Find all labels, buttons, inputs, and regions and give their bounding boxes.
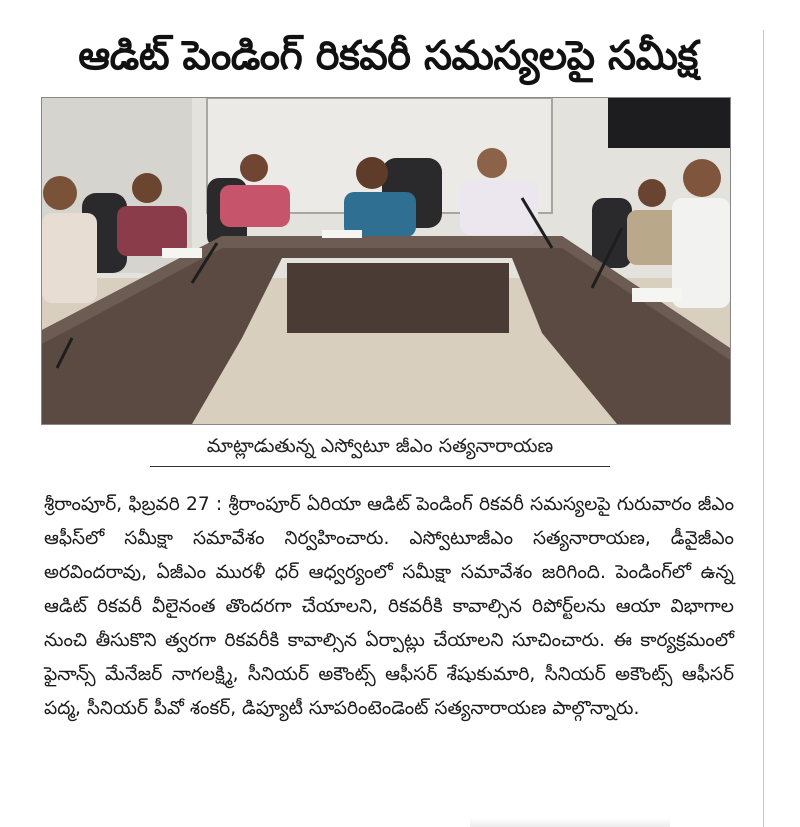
cut-off-text-fragment (470, 818, 670, 827)
photo-caption: మాట్లాడుతున్న ఎస్వోటూ జీఎం సత్యనారాయణ (206, 435, 554, 457)
caption-divider (150, 466, 610, 467)
article-body (44, 488, 734, 726)
meeting-photo (41, 97, 731, 425)
article-paragraph: శ్రీరాంపూర్, ఫిబ్రవరి 27 : శ్రీరాంపూర్ ఏరియా ఆడిట్ పెండింగ్ రికవరీ సమస్యలపై గురువారం జీఎం ఆఫీస్‌లో సమీక్షా సమావేశం నిర్వహించారు. ఎస్వోటూజీఎం సత్యనారాయణ, డీవైజీఎం అరవిందరావు, ఏజీఎం మురళీ ధర్ ఆధ్వర్యంలో సమీక్షా సమావేశం జరిగింది. పెండింగ్‌లో ఉన్న ఆడిట్ రికవరీ వీలైనంత తొందరగా చేయాలని, రికవరీకి కావాల్సిన రిపోర్ట్‌లను ఆయా విభాగాల నుంచి తీసుకొని త్వరగా రికవరీకి కావాల్సిన ఏర్పాట్లు చేయాలని సూచించారు. ఈ కార్యక్రమంలో ఫైనాన్స్ మేనేజర్ నాగలక్ష్మి, సీనియర్ అకౌంట్స్ ఆఫీసర్ శేషుకుమారి, సీనియర్ అకౌంట్స్ ఆఫీసర్ పద్మ, సీనియర్ పీవో శంకర్, డిప్యూటీ సూపరింటెండెంట్ సత్యనారాయణ పాల్గొన్నారు. (44, 494, 734, 719)
article-headline: ఆడిట్ పెండింగ్ రికవరీ సమస్యలపై సమీక్ష (78, 33, 698, 79)
column-divider (763, 30, 764, 827)
